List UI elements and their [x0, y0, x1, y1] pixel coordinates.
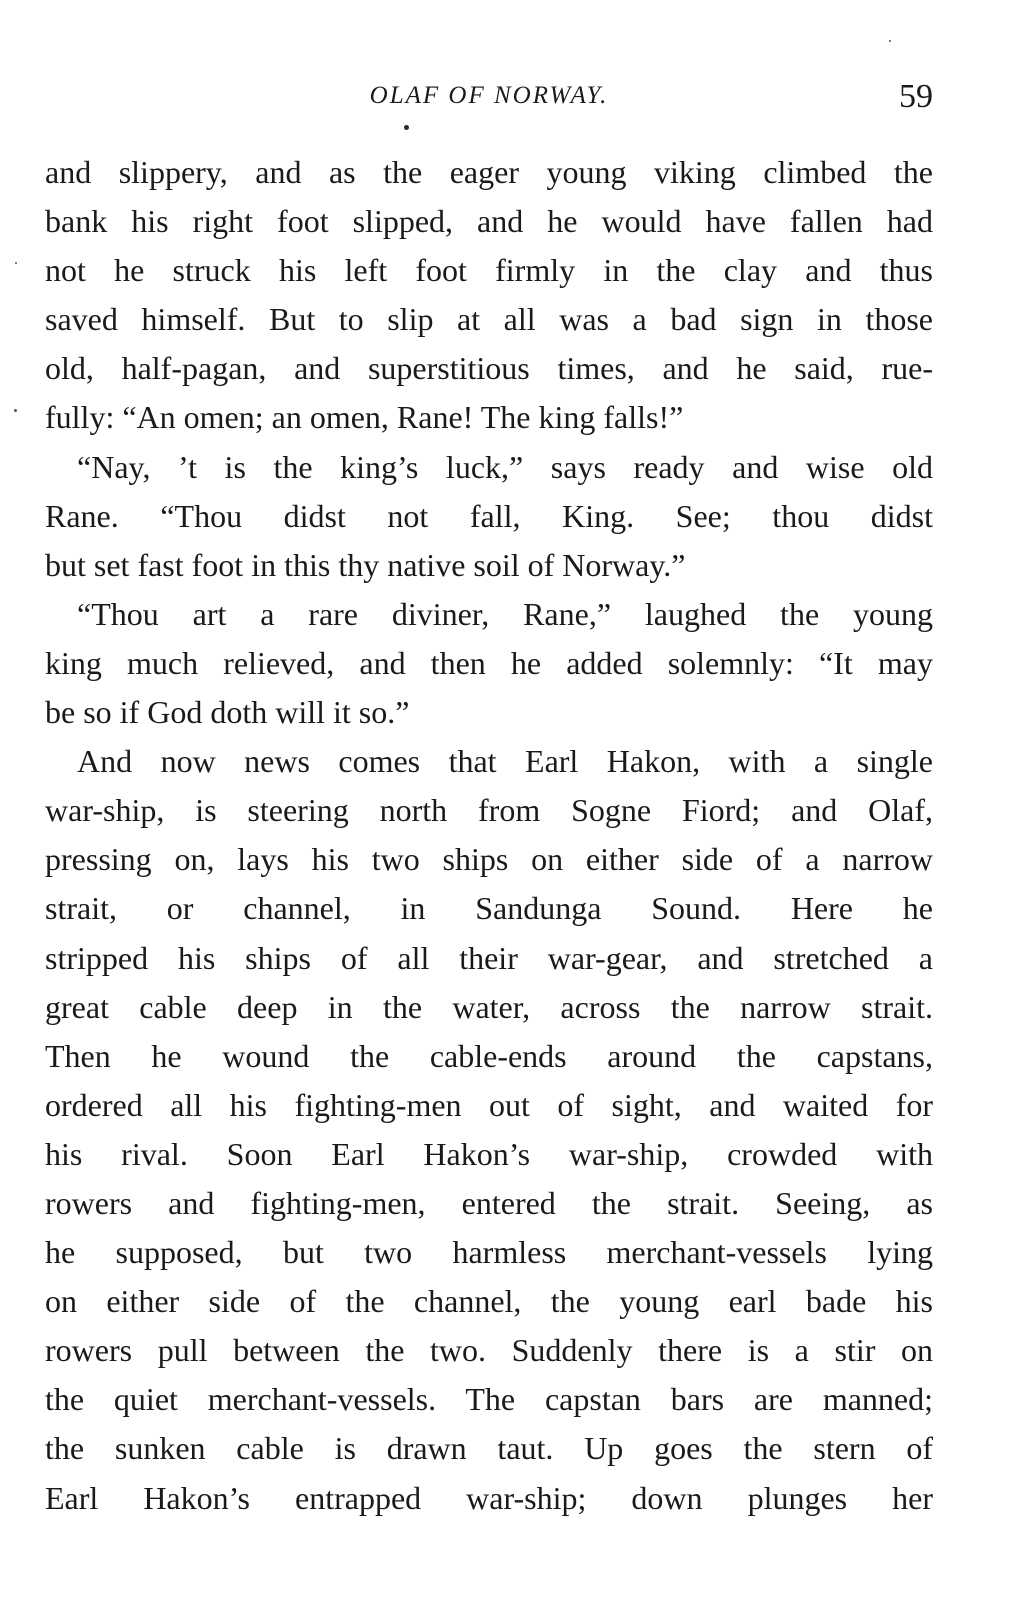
text-line-14: war-ship, is steering north from Sogne Fiord; and Olaf, — [45, 792, 933, 829]
ink-dot — [404, 125, 409, 130]
margin-speck — [889, 40, 891, 42]
text-line-26: the quiet merchant-vessels. The capstan bars are manned; — [45, 1381, 933, 1418]
text-line-13: And now news comes that Earl Hakon, with a single — [77, 743, 933, 780]
text-line-21: his rival. Soon Earl Hakon’s war-ship, crowded with — [45, 1135, 933, 1172]
text-line-3: not he struck his left foot firmly in the clay and thus — [45, 252, 933, 289]
text-line-16: strait, or channel, in Sandunga Sound. Here he — [45, 890, 933, 927]
text-line-5: old, half-pagan, and superstitious times, and he said, rue- — [45, 350, 933, 387]
text-line-19: Then he wound the cable-ends around the capstans, — [45, 1037, 933, 1074]
text-line-15: pressing on, lays his two ships on either side of a narrow — [45, 841, 933, 878]
text-line-24: on either side of the channel, the young earl bade his — [45, 1283, 933, 1320]
text-line-7: “Nay, ’t is the king’s luck,” says ready and wise old — [77, 448, 933, 485]
text-line-12: be so if God doth will it so.” — [45, 694, 410, 731]
margin-speck — [15, 262, 17, 264]
text-line-2: bank his right foot slipped, and he would have fallen had — [45, 203, 933, 240]
text-line-11: king much relieved, and then he added solemnly: “It may — [45, 644, 933, 681]
page-number: 59 — [899, 78, 933, 115]
page-header — [45, 78, 933, 122]
text-line-23: he supposed, but two harmless merchant-vessels lying — [45, 1234, 933, 1271]
text-line-27: the sunken cable is drawn taut. Up goes the stern of — [45, 1430, 933, 1467]
running-title: OLAF OF NORWAY. — [369, 82, 609, 109]
text-line-10: “Thou art a rare diviner, Rane,” laughed the young — [77, 595, 933, 632]
text-line-18: great cable deep in the water, across the narrow strait. — [45, 988, 933, 1025]
text-line-25: rowers pull between the two. Suddenly there is a stir on — [45, 1332, 933, 1369]
text-line-6: fully: “An omen; an omen, Rane! The king falls!” — [45, 399, 684, 436]
text-line-1: and slippery, and as the eager young viking climbed the — [45, 154, 933, 190]
text-line-28: Earl Hakon’s entrapped war-ship; down plunges her — [45, 1479, 933, 1516]
margin-speck — [14, 409, 17, 412]
text-line-4: saved himself. But to slip at all was a bad sign in those — [45, 301, 933, 338]
text-line-9: but set fast foot in this thy native soil of Norway.” — [45, 546, 686, 583]
text-line-8: Rane. “Thou didst not fall, King. See; thou didst — [45, 497, 933, 534]
text-line-20: ordered all his fighting-men out of sight, and waited for — [45, 1086, 933, 1123]
text-line-22: rowers and fighting-men, entered the strait. Seeing, as — [45, 1184, 933, 1221]
text-line-17: stripped his ships of all their war-gear, and stretched a — [45, 939, 933, 976]
body-text — [45, 148, 933, 1523]
